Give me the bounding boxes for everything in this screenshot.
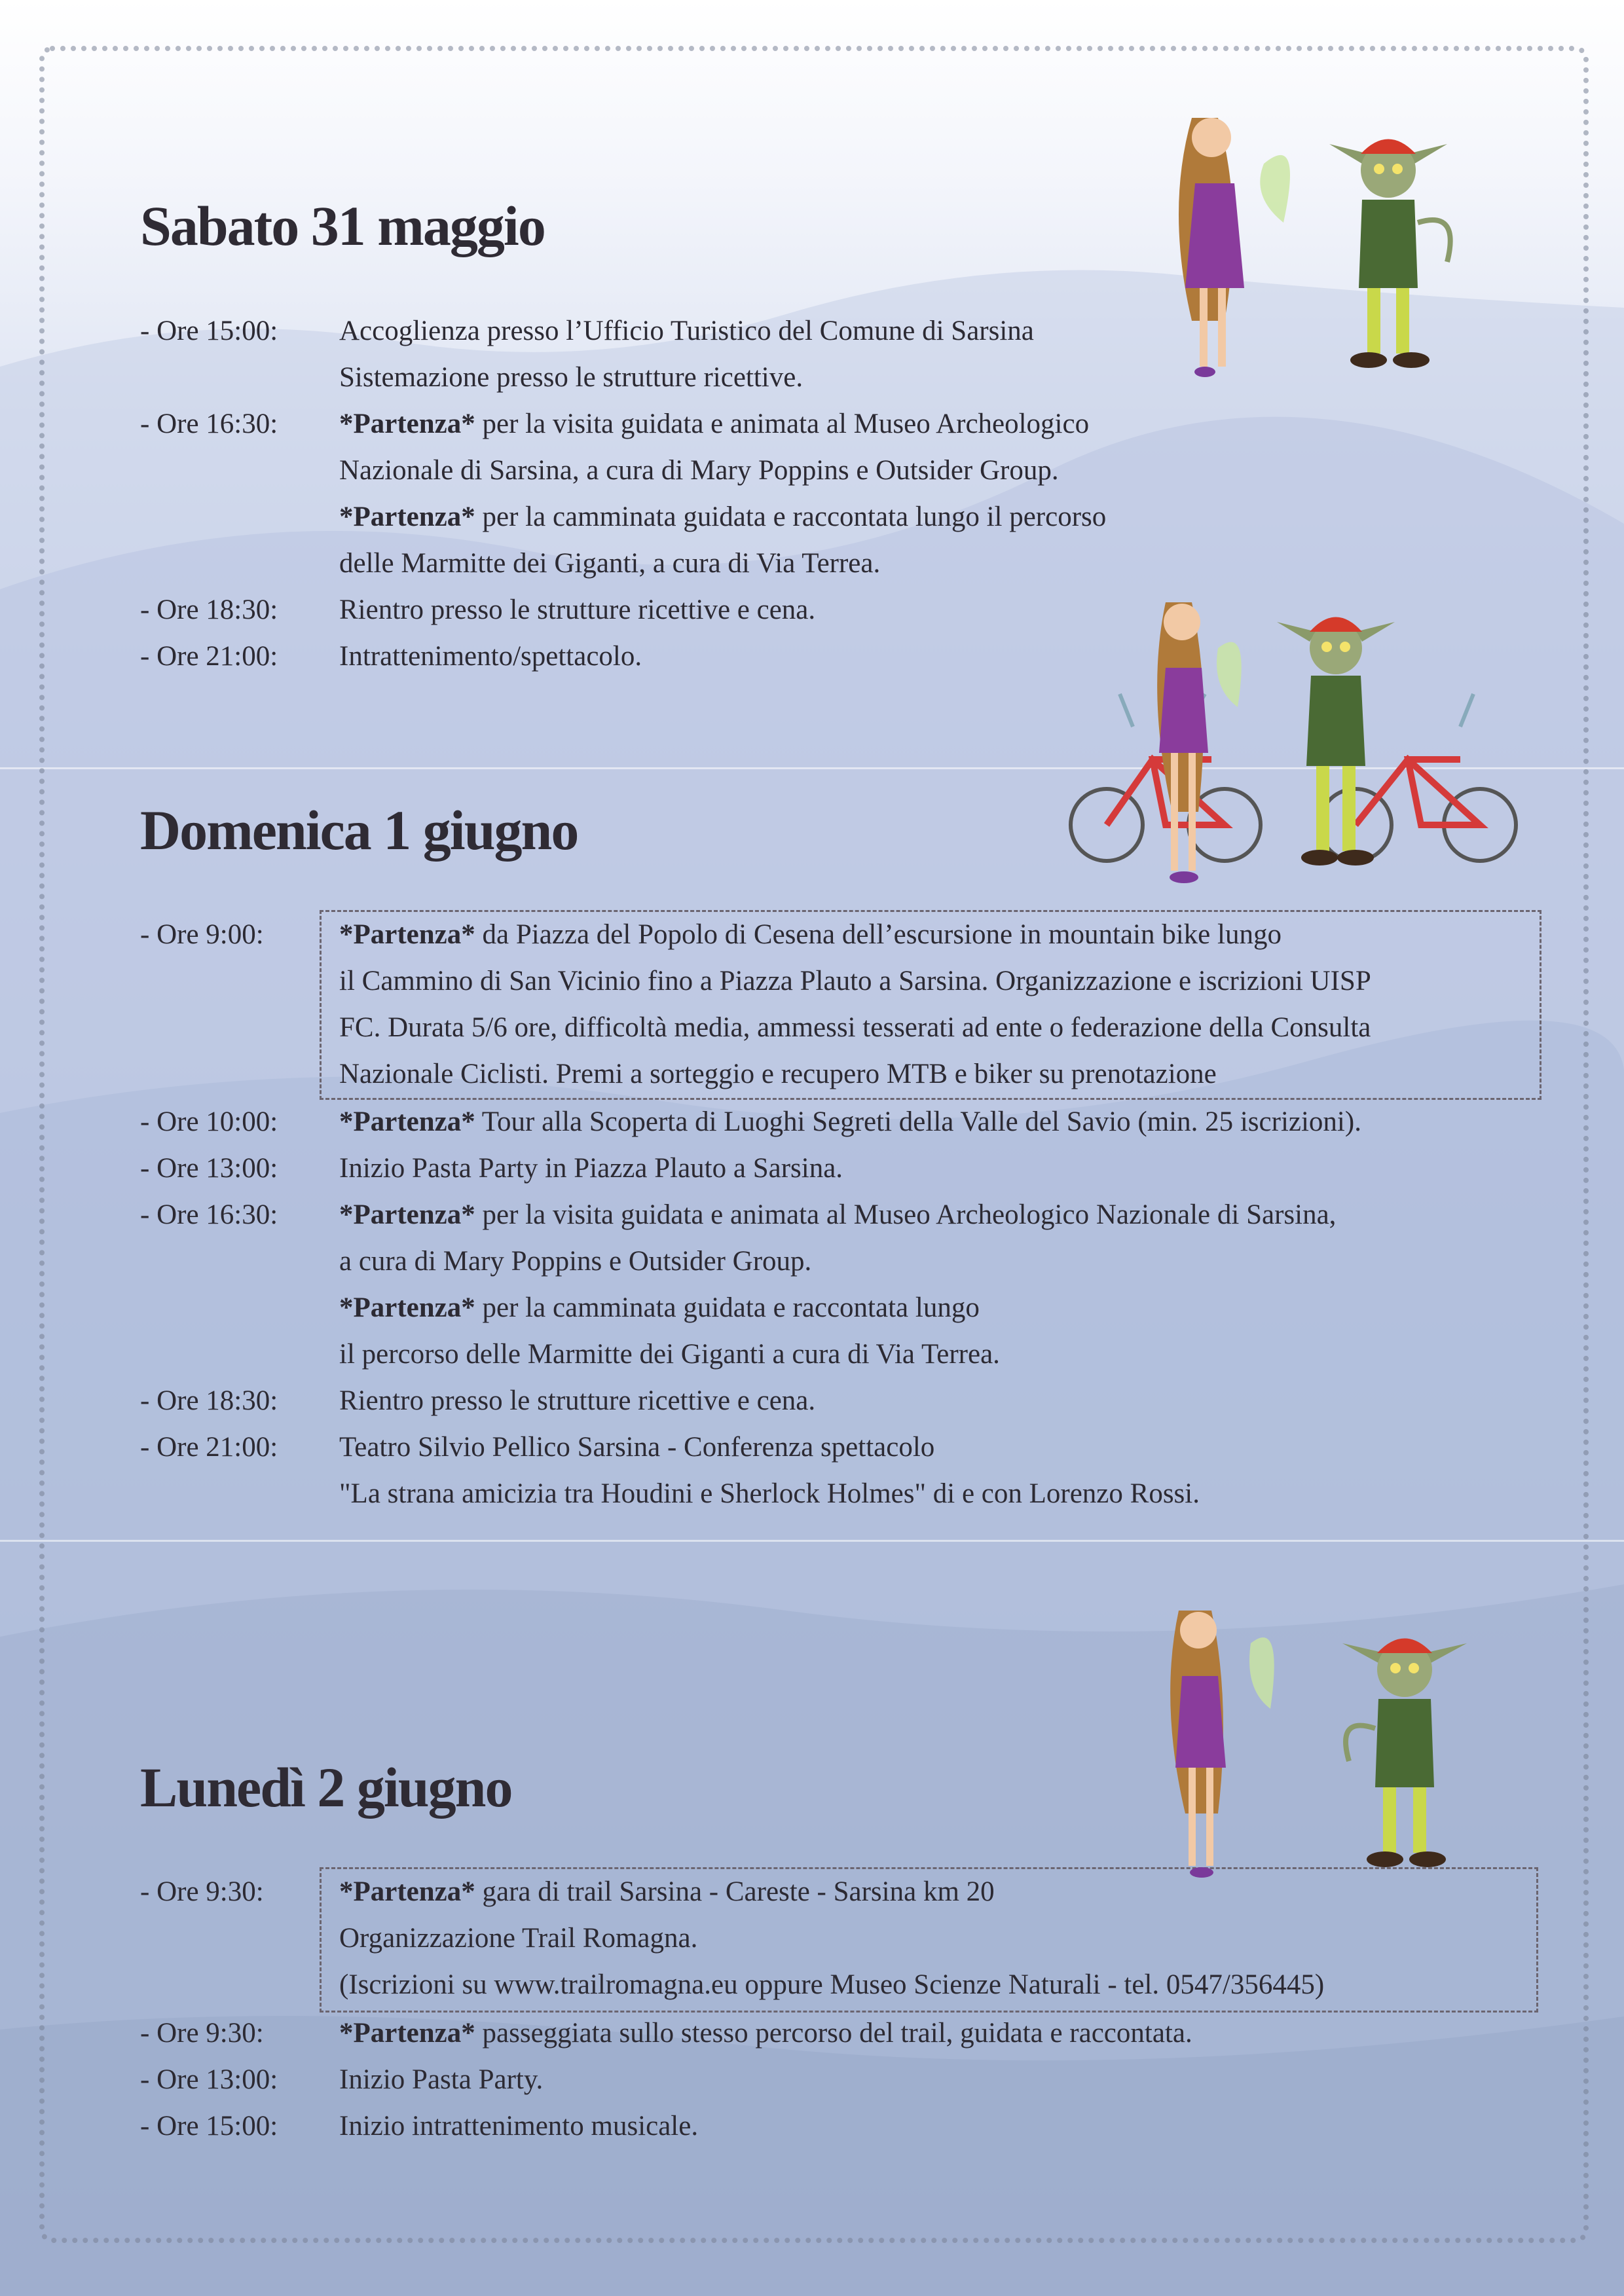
event-text: Accoglienza presso l’Ufficio Turistico del Comune di Sarsina (339, 316, 1034, 346)
partenza-tag: *Partenza* (339, 1106, 475, 1137)
event-text: Inizio Pasta Party in Piazza Plauto a Sarsina. (339, 1153, 843, 1184)
fairy-goblin-bicycles-illustration (1067, 596, 1519, 903)
event-time: - Ore 16:30: (140, 1199, 278, 1230)
event-time: - Ore 18:30: (140, 594, 278, 625)
event-time: - Ore 18:30: (140, 1385, 278, 1416)
event-text: Nazionale di Sarsina, a cura di Mary Poppins e Outsider Group. (339, 455, 1059, 486)
event-time: - Ore 15:00: (140, 2111, 278, 2141)
event-text: il Cammino di San Vicinio fino a Piazza Plauto a Sarsina. Organizzazione e iscrizioni UISP (339, 966, 1371, 996)
event-text: Sistemazione presso le strutture ricettive. (339, 362, 803, 393)
event-text: gara di trail Sarsina - Careste - Sarsina km 20 (475, 1876, 995, 1907)
fairy-goblin-illustration-1 (1153, 92, 1460, 399)
event-time: - Ore 9:00: (140, 919, 264, 950)
goblin-icon (1342, 1639, 1467, 1868)
goblin-icon (1329, 139, 1450, 369)
event-text: (Iscrizioni su www.trailromagna.eu oppure Museo Scienze Naturali - tel. 0547/356445) (339, 1969, 1325, 2000)
day-title: Sabato 31 maggio (140, 194, 545, 257)
partenza-tag: *Partenza* (339, 1876, 475, 1907)
event-text: Inizio Pasta Party. (339, 2064, 544, 2095)
event-time: - Ore 16:30: (140, 409, 278, 439)
partenza-tag: *Partenza* (339, 1292, 475, 1323)
event-time: - Ore 13:00: (140, 2064, 278, 2095)
event-text: Intrattenimento/spettacolo. (339, 641, 642, 672)
event-text: Organizzazione Trail Romagna. (339, 1923, 698, 1954)
fairy-goblin-illustration-3 (1153, 1597, 1480, 1892)
event-text: Inizio intrattenimento musicale. (339, 2111, 699, 2141)
event-time: - Ore 15:00: (140, 316, 278, 346)
event-description (339, 1145, 1538, 1192)
event-time: - Ore 21:00: (140, 1432, 278, 1463)
event-time: - Ore 21:00: (140, 641, 278, 672)
event-text: per la visita guidata e animata al Museo Archeologico (475, 409, 1090, 439)
day-title: Lunedì 2 giugno (140, 1756, 512, 1819)
event-text: Teatro Silvio Pellico Sarsina - Conferenza spettacolo (339, 1432, 935, 1463)
event-time: - Ore 13:00: (140, 1153, 278, 1184)
day-title: Domenica 1 giugno (140, 799, 578, 862)
goblin-icon (1277, 617, 1395, 866)
event-text: passeggiata sullo stesso percorso del trail, guidata e raccontata. (475, 2018, 1192, 2049)
event-text: per la camminata guidata e raccontata lungo il percorso (475, 501, 1107, 532)
event-text: Rientro presso le strutture ricettive e cena. (339, 1385, 816, 1416)
event-description (339, 1377, 1538, 1424)
event-description (339, 1099, 1538, 1145)
partenza-tag: *Partenza* (339, 919, 475, 950)
event-text: Nazionale Ciclisti. Premi a sorteggio e recupero MTB e biker su prenotazione (339, 1059, 1217, 1089)
event-description (339, 2010, 1538, 2056)
partenza-tag: *Partenza* (339, 1199, 475, 1230)
event-text: "La strana amicizia tra Houdini e Sherlock Holmes" di e con Lorenzo Rossi. (339, 1478, 1200, 1509)
event-text: Rientro presso le strutture ricettive e cena. (339, 594, 816, 625)
event-text: da Piazza del Popolo di Cesena dell’escursione in mountain bike lungo (475, 919, 1282, 950)
event-text: a cura di Mary Poppins e Outsider Group. (339, 1246, 812, 1277)
fairy-icon (1179, 118, 1290, 377)
fairy-icon (1170, 1611, 1274, 1878)
event-description (339, 911, 1538, 1097)
event-text: il percorso delle Marmitte dei Giganti a cura di Via Terrea. (339, 1339, 1000, 1370)
event-description (339, 401, 1538, 587)
event-text: delle Marmitte dei Giganti, a cura di Via Terrea. (339, 548, 881, 579)
event-text: Tour alla Scoperta di Luoghi Segreti della Valle del Savio (min. 25 iscrizioni). (475, 1106, 1361, 1137)
event-time: - Ore 10:00: (140, 1106, 278, 1137)
fairy-icon (1157, 602, 1242, 883)
event-time: - Ore 9:30: (140, 1876, 264, 1907)
event-text: per la visita guidata e animata al Museo Archeologico Nazionale di Sarsina, (475, 1199, 1337, 1230)
event-description (339, 2056, 1538, 2103)
partenza-tag: *Partenza* (339, 501, 475, 532)
event-description (339, 1424, 1538, 1517)
event-text: per la camminata guidata e raccontata lungo (475, 1292, 980, 1323)
event-time: - Ore 9:30: (140, 2018, 264, 2049)
event-description (339, 2103, 1538, 2149)
event-description (339, 1192, 1538, 1377)
event-text: FC. Durata 5/6 ore, difficoltà media, ammessi tesserati ad ente o federazione della Consulta (339, 1012, 1371, 1043)
partenza-tag: *Partenza* (339, 2018, 475, 2049)
partenza-tag: *Partenza* (339, 409, 475, 439)
